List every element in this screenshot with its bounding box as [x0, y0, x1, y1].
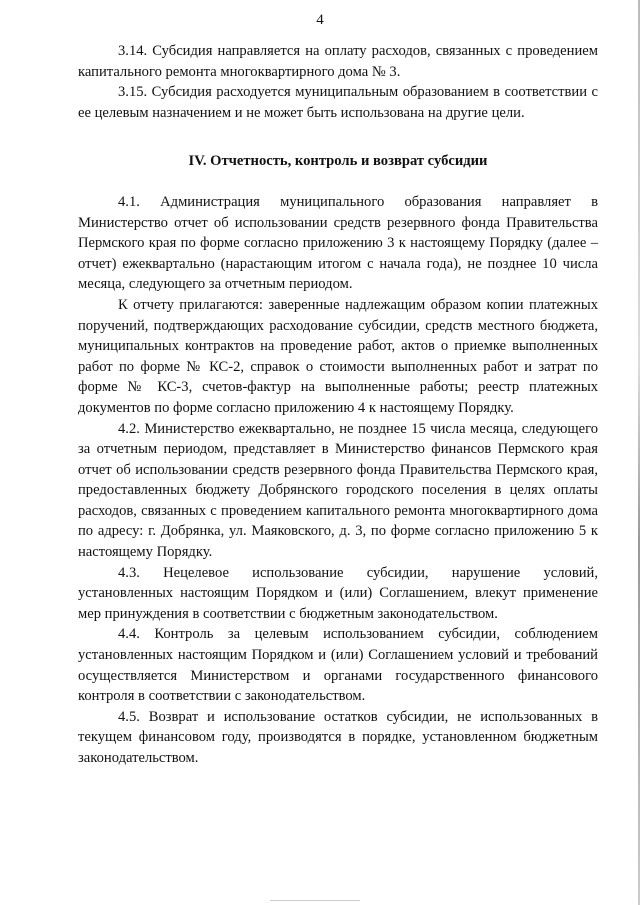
page-number: 4 [316, 12, 324, 28]
paragraph-3-15: 3.15. Субсидия расходуется муниципальным образованием в соответствии с ее целевым назначением и не может быть использована на другие цели. [78, 84, 598, 121]
scan-artifact [270, 900, 360, 901]
paragraph-4-4: 4.4. Контроль за целевым использованием субсидии, соблюдением установленных настоящим Порядком и (или) Соглашением условий и требований осуществляется Министерством и органами государственного финансового контроля в соответствии с законодательством. [78, 626, 598, 705]
document-body [78, 41, 598, 769]
section-heading: IV. Отчетность, контроль и возврат субсидии [188, 153, 488, 170]
paragraph-attachments: К отчету прилагаются: заверенные надлежащим образом копии платежных поручений, подтверждающих расходование субсидии, средств местного бюджета, муниципальных контрактов на проведение работ, актов о приемке выполненных работ по форме № КС-2, справок о стоимости выполненных работ и затрат по форме № КС-3, счетов-фактур на выполненные работы; реестр платежных документов по форме согласно приложению 4 к настоящему Порядку. [78, 296, 598, 416]
paragraph-3-14: 3.14. Субсидия направляется на оплату расходов, связанных с проведением капитального ремонта многоквартирного дома № 3. [78, 43, 598, 80]
paragraph-4-3: 4.3. Нецелевое использование субсидии, нарушение условий, установленных настоящим Порядком и (или) Соглашением, влекут применение мер принуждения в соответствии с бюджетным законодательством. [78, 564, 598, 622]
paragraph-4-5: 4.5. Возврат и использование остатков субсидии, не использованных в текущем финансовом году, производятся в порядке, установленном бюджетным законодательством. [78, 708, 598, 766]
paragraph-4-1: 4.1. Администрация муниципального образования направляет в Министерство отчет об использовании средств резервного фонда Правительства Пермского края по форме согласно приложению 3 к настоящему Порядку (далее – отчет) ежеквартально (нарастающим итогом с начала года), не позднее 10 числа месяца, следующего за отчетным периодом. [78, 193, 598, 293]
paragraph-4-2: 4.2. Министерство ежеквартально, не позднее 15 числа месяца, следующего за отчетным периодом, представляет в Министерство финансов Пермского края отчет об использовании средств резервного фонда Правительства Пермского края, предоставленных бюджету Добрянского городского поселения в целях оплаты расходов, связанных с проведением капитального ремонта многоквартирного дома по адресу: г. Добрянка, ул. Маяковского, д. 3, по форме согласно приложению 5 к настоящему Порядку. [78, 420, 598, 561]
